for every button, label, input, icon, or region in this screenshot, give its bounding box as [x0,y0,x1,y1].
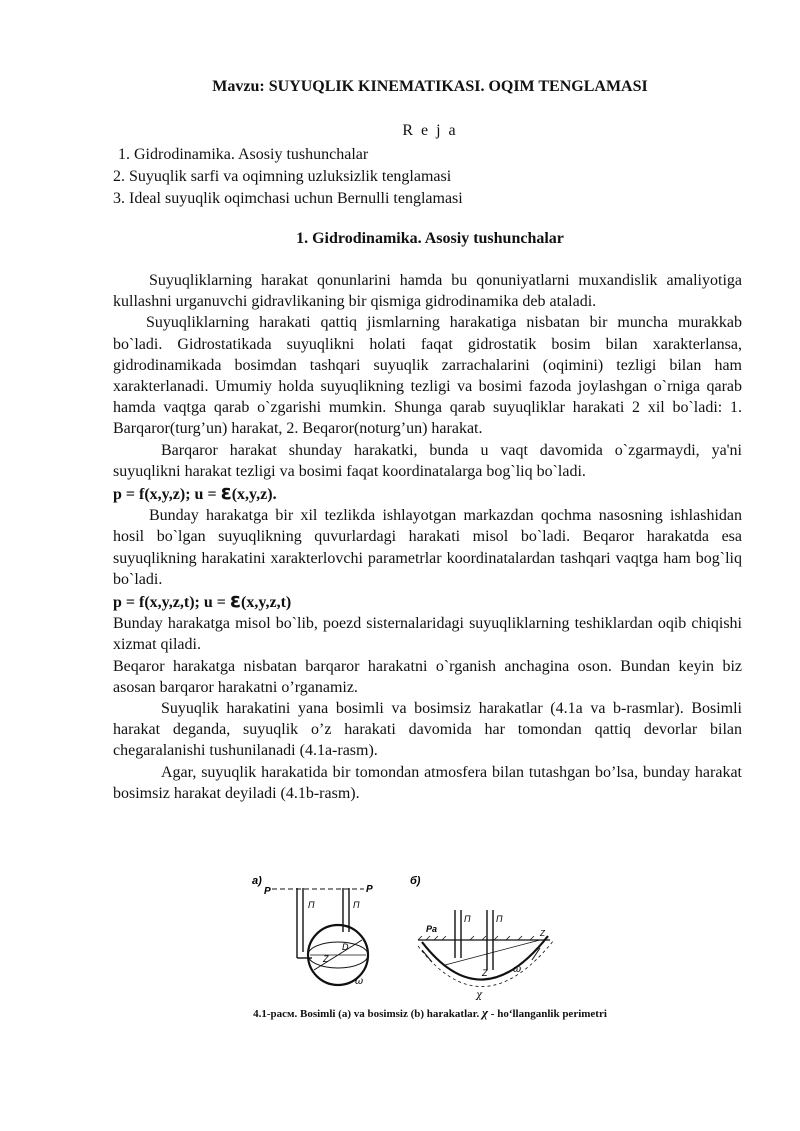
paragraph: Bunday harakatga bir xil tezlikda ishlayotgan markazdan qochma nasosning ishlashidan hosil bo`lgan suyuqlikning quvurlardagi harakati misol bo`ladi. Beqaror harakatda esa suyuqlikning harakatini xarakterlovchi parametrlar koordinatalardan tashqari vaqtga ham bog`liq bo`ladi. [113,507,742,588]
plan-item: 2. Suyuqlik sarfi va oqimning uzluksizlik tenglamasi [113,168,452,185]
pressure-label: P [264,886,271,897]
caption-suffix: - ho‘llanganlik perimetri [488,1008,607,1020]
figure-label-a: a) [252,875,262,887]
piezometer-label: П [353,900,360,910]
plan-item: 1. Gidrodinamika. Asosiy tushunchalar [118,146,369,163]
formula-unsteady [113,590,742,613]
section-heading: 1. Gidrodinamika. Asosiy tushunchalar [296,230,564,247]
z-label: Z [540,929,545,938]
omega-label: ω [355,976,364,987]
piezometer-label: П [464,914,471,924]
piezometer-label: П [308,900,315,910]
z-label: Z [323,954,329,964]
paragraph: Agar, suyuqlik harakatida bir tomondan atmosfera bilan tutashgan bo’lsa, bunday harakat bosimsiz harakat deyiladi (4.1b-rasm). [113,763,742,802]
paragraph: Bunday harakatga misol bo`lib, poezd sisternalaridagi suyuqliklarning teshiklardan oqib chiqishi xizmat qiladi. [113,615,742,654]
paragraph: Suyuqliklarning harakati qattiq jismlarning harakatiga nisbatan bir muncha murakkab bo`ladi. Gidrostatikada suyuqlikni holati faqat gidrostatik bosim bilan xarakterlansa, gidrodinamikada bosimdan tashqari suyuqlik zarrachalarini (oqimini) tezligi bilan ham xarakterlanadi. Umumiy holda suyuqlikning tezligi va bosimi fazoda joylashgan o`rniga qarab hamda vaqtga qarab o`zgarishi mumkin. Shunga qarab suyuqliklar harakati 2 xil bo`ladi: 1. Barqaror(turg’un) harakat, 2. Beqaror(noturg’un) harakat. [113,314,742,438]
paragraph: Suyuqliklarning harakat qonunlarini hamda bu qonuniyatlarni muxandislik amaliyotiga kullashni urganuvchi gidravlikaning bir qismiga gidrodinamika deb ataladi. [113,272,742,311]
plan-list [113,144,463,210]
figure-label-b: б) [410,875,421,887]
page-title: Mavzu: SUYUQLIK KINEMATIKASI. OQIM TENGLAMASI [212,78,648,95]
caption-prefix: 4.1-рaсм. Bosimli (a) va bosimsiz (b) harakatlar. [253,1008,482,1020]
formula-right: (x,y,z,t) [241,594,292,612]
formula-left: p = f(x,y,z); u = [113,486,221,504]
z-label: Z [482,968,488,978]
d-label: D [342,942,349,952]
pressure-label: P [366,884,373,895]
plan-heading: R e j a [402,122,458,139]
formula-steady [113,482,742,505]
formula-right: (x,y,z). [231,486,277,504]
paragraph: Suyuqlik harakatini yana bosimli va bosimsiz harakatlar (4.1a va b-rasmlar). Bosimli harakat deganda, suyuqlik o’z harakati davomida har tomondan qattiq devorlar bilan chegaralanishi tushunilanadi (4.1a-rasm). [113,700,742,760]
formula-left: p = f(x,y,z,t); u = [113,594,230,612]
chi-symbol: χ [482,1005,489,1020]
epsilon-symbol: ε [220,480,232,505]
omega-label: ω [513,964,522,975]
paragraph: Beqaror harakatga nisbatan barqaror harakatni o`rganish anchagina oson. Bundan keyin biz asosan barqaror harakatni o’rganamiz. [113,657,742,696]
body-text [113,270,742,804]
figure-4-1 [250,870,570,1005]
chi-label: χ [476,990,483,1001]
piezometer-label: П [496,914,503,924]
plan-item: 3. Ideal suyuqlik oqimchasi uchun Bernulli tenglamasi [113,190,463,207]
paragraph: Barqaror harakat shunday harakatki, bunda u vaqt davomida o`zgarmaydi, ya'ni suyuqlikni harakat tezligi va bosimi faqat koordinatalarga bog`liq bo`ladi. [113,441,742,480]
figure-caption [0,1005,800,1021]
epsilon-symbol: ε [229,588,242,613]
atmospheric-pressure-label: Pa [426,924,438,934]
